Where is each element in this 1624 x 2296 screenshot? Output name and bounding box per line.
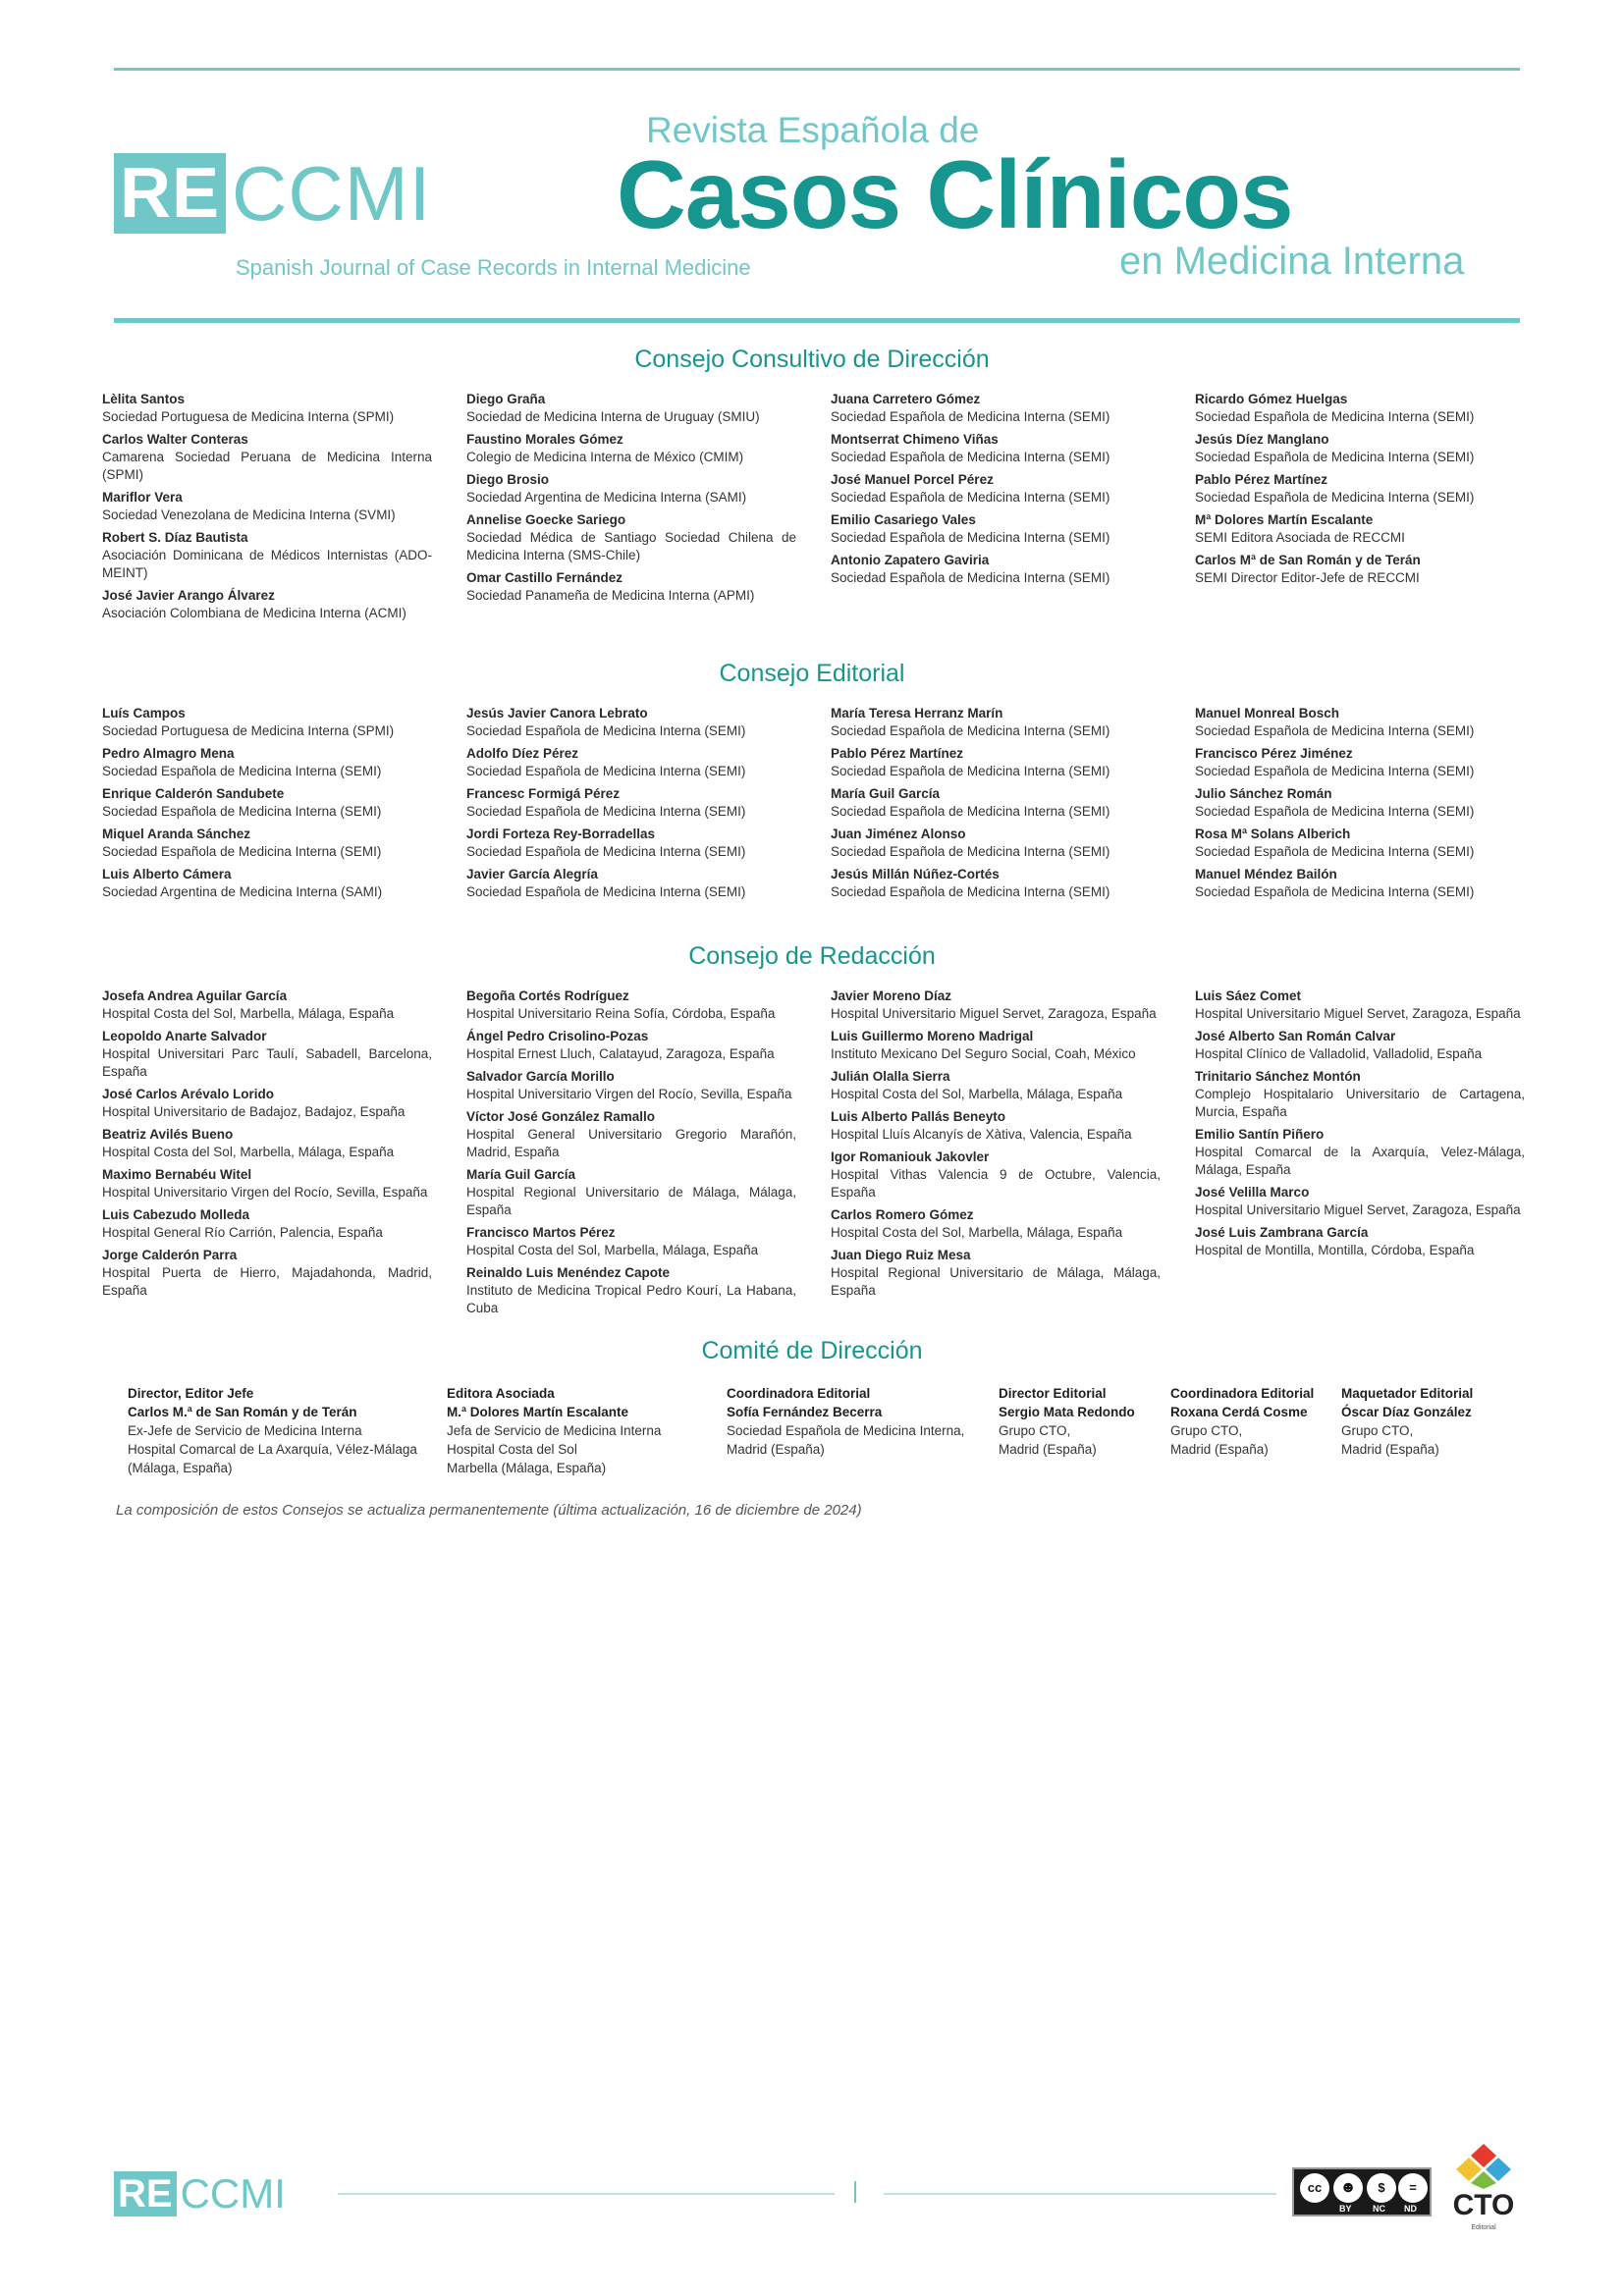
redaccion-column [102,988,432,1305]
member-affiliation: Hospital Universitari Parc Taulí, Sabadell, Barcelona, España [102,1046,432,1079]
member-name: Mariflor Vera [102,490,183,505]
comite-name: Sergio Mata Redondo [999,1405,1135,1419]
member-entry [466,1224,796,1259]
member-name: Carlos Romero Gómez [831,1207,974,1222]
member-affiliation: Sociedad Española de Medicina Interna (SEMI) [1195,764,1475,778]
member-affiliation: Sociedad Española de Medicina Interna (SEMI) [831,764,1110,778]
consultivo-column [831,391,1161,592]
member-name: Luis Cabezudo Molleda [102,1207,250,1222]
member-affiliation: Sociedad Española de Medicina Interna (SEMI) [466,804,746,819]
member-name: José Luis Zambrana García [1195,1225,1369,1240]
member-name: Manuel Méndez Bailón [1195,867,1337,881]
member-name: Luis Alberto Cámera [102,867,232,881]
member-affiliation: Hospital Costa del Sol, Marbella, Málaga, España [831,1225,1123,1240]
member-entry [466,391,796,426]
member-entry [466,1028,796,1063]
member-name: Annelise Goecke Sariego [466,512,626,527]
cto-logo [1447,2140,1520,2238]
member-name: Mª Dolores Martín Escalante [1195,512,1374,527]
member-affiliation: Sociedad Española de Medicina Interna (SEMI) [466,723,746,738]
member-name: María Guil García [831,786,941,801]
member-affiliation: Sociedad Española de Medicina Interna (SEMI) [831,409,1110,424]
member-affiliation: SEMI Editora Asociada de RECCMI [1195,530,1405,545]
member-name: Javier García Alegría [466,867,598,881]
member-entry [831,988,1161,1023]
member-entry [466,1264,796,1317]
member-affiliation: Sociedad Panameña de Medicina Interna (APMI) [466,588,755,603]
member-affiliation: Sociedad Española de Medicina Interna (SEMI) [102,844,382,859]
member-entry [1195,1224,1525,1259]
member-entry [1195,866,1525,901]
member-affiliation: Hospital Universitario Virgen del Rocío, Sevilla, España [466,1087,792,1101]
comite-detail: Hospital Costa del Sol [447,1442,577,1457]
comite-detail: Marbella (Málaga, España) [447,1461,607,1475]
member-entry [831,391,1161,426]
top-rule [114,68,1520,71]
logo-re: RE [114,153,226,234]
member-affiliation: Sociedad Española de Medicina Interna (SEMI) [831,530,1110,545]
member-entry [466,1108,796,1161]
member-affiliation: Sociedad Española de Medicina Interna (SEMI) [831,884,1110,899]
member-affiliation: Hospital Ernest Lluch, Calatayud, Zaragoza, España [466,1046,775,1061]
member-affiliation: Asociación Colombiana de Medicina Interna (ACMI) [102,606,406,620]
member-affiliation: Sociedad Española de Medicina Interna (SEMI) [831,804,1110,819]
member-name: Begoña Cortés Rodríguez [466,988,629,1003]
member-entry [1195,1028,1525,1063]
member-affiliation: Sociedad Médica de Santiago Sociedad Chilena de Medicina Interna (SMS-Chile) [466,530,796,562]
member-entry [831,1247,1161,1300]
comite-detail: Hospital Comarcal de La Axarquía, Vélez-Málaga [128,1442,417,1457]
journal-title: Casos Clínicos [617,140,1293,248]
member-affiliation: Sociedad Española de Medicina Interna (SEMI) [1195,884,1475,899]
member-affiliation: SEMI Director Editor-Jefe de RECCMI [1195,570,1420,585]
journal-title-suffix: en Medicina Interna [1119,240,1465,283]
member-name: Pedro Almagro Mena [102,746,235,761]
member-affiliation: Camarena Sociedad Peruana de Medicina Interna (SPMI) [102,450,432,482]
member-entry [102,1126,432,1161]
member-name: María Guil García [466,1167,576,1182]
member-entry [1195,1068,1525,1121]
member-entry [102,1206,432,1242]
member-entry [831,866,1161,901]
member-name: Ángel Pedro Crisolino-Pozas [466,1029,649,1043]
member-name: Víctor José González Ramallo [466,1109,656,1124]
member-name: Carlos Walter Conteras [102,432,248,447]
logo-ccmi: CCMI [232,150,432,237]
member-entry [102,785,432,821]
member-affiliation: Sociedad Española de Medicina Interna (SEMI) [466,844,746,859]
license-by: BY [1339,2204,1352,2214]
member-entry [831,1206,1161,1242]
consultivo-column [1195,391,1525,592]
editorial-column [1195,705,1525,906]
member-affiliation: Sociedad Española de Medicina Interna (SEMI) [831,723,1110,738]
member-name: Antonio Zapatero Gaviria [831,553,990,567]
member-name: Juana Carretero Gómez [831,392,981,406]
comite-member [999,1384,1165,1459]
member-entry [1195,705,1525,740]
member-entry [831,1068,1161,1103]
member-name: Francesc Formigá Pérez [466,786,621,801]
member-entry [102,705,432,740]
member-affiliation: Sociedad Portuguesa de Medicina Interna (SPMI) [102,723,395,738]
member-entry [466,1068,796,1103]
member-name: José Carlos Arévalo Lorido [102,1087,275,1101]
journal-title-prefix: Revista Española de [646,110,980,150]
comite-role: Coordinadora Editorial [1170,1386,1315,1401]
member-name: José Javier Arango Álvarez [102,588,275,603]
member-entry [1195,826,1525,861]
member-affiliation: Sociedad Portuguesa de Medicina Interna (SPMI) [102,409,395,424]
member-entry [466,866,796,901]
member-name: Emilio Casariego Vales [831,512,976,527]
member-name: Reinaldo Luis Menéndez Capote [466,1265,671,1280]
comite-member [447,1384,712,1477]
license-nd: ND [1404,2204,1417,2214]
comite-detail: Grupo CTO, [999,1423,1071,1438]
section-title-comite: Comité de Dirección [701,1337,923,1364]
member-name: José Manuel Porcel Pérez [831,472,994,487]
member-entry [831,1108,1161,1144]
member-name: Jordi Forteza Rey-Borradellas [466,827,656,841]
member-name: Trinitario Sánchez Montón [1195,1069,1361,1084]
member-affiliation: Hospital Universitario Miguel Servet, Zaragoza, España [1195,1006,1521,1021]
member-entry [1195,391,1525,426]
redaccion-column [1195,988,1525,1264]
member-name: Francisco Martos Pérez [466,1225,616,1240]
member-entry [831,511,1161,547]
comite-detail: Ex-Jefe de Servicio de Medicina Interna [128,1423,362,1438]
member-entry [102,489,432,524]
member-name: Igor Romaniouk Jakovler [831,1149,990,1164]
member-name: Carlos Mª de San Román y de Terán [1195,553,1421,567]
member-affiliation: Sociedad Española de Medicina Interna (SEMI) [831,844,1110,859]
member-affiliation: Sociedad Española de Medicina Interna (SEMI) [1195,804,1475,819]
comite-role: Editora Asociada [447,1386,555,1401]
member-name: Josefa Andrea Aguilar García [102,988,288,1003]
member-affiliation: Sociedad Española de Medicina Interna (SEMI) [1195,409,1475,424]
section-title-editorial: Consejo Editorial [719,660,905,687]
comite-detail: Madrid (España) [999,1442,1097,1457]
editorial-column [831,705,1161,906]
member-affiliation: Sociedad Española de Medicina Interna (SEMI) [1195,490,1475,505]
member-affiliation: Hospital de Montilla, Montilla, Córdoba, España [1195,1243,1475,1257]
member-affiliation: Sociedad Española de Medicina Interna (SEMI) [102,804,382,819]
comite-name: Óscar Díaz González [1341,1405,1472,1419]
member-name: Omar Castillo Fernández [466,570,623,585]
member-name: Faustino Morales Gómez [466,432,623,447]
footer-divider [854,2181,856,2203]
member-entry [466,988,796,1023]
member-affiliation: Instituto de Medicina Tropical Pedro Kourí, La Habana, Cuba [466,1283,796,1315]
redaccion-column [831,988,1161,1305]
member-name: Leopoldo Anarte Salvador [102,1029,267,1043]
member-entry [466,569,796,605]
member-name: Montserrat Chimeno Viñas [831,432,999,447]
comite-detail: Madrid (España) [727,1442,825,1457]
member-affiliation: Colegio de Medicina Interna de México (CMIM) [466,450,744,464]
member-name: Robert S. Díaz Bautista [102,530,248,545]
license-nc: NC [1373,2204,1385,2214]
member-entry [102,1247,432,1300]
member-name: Jesús Millán Núñez-Cortés [831,867,1000,881]
journal-subtitle-english: Spanish Journal of Case Records in Internal Medicine [236,255,751,280]
member-name: Juan Jiménez Alonso [831,827,966,841]
comite-member [128,1384,437,1477]
member-entry [102,431,432,484]
member-entry [102,529,432,582]
comite-name: Carlos M.ª de San Román y de Terán [128,1405,357,1419]
member-entry [466,1166,796,1219]
member-affiliation: Hospital Costa del Sol, Marbella, Málaga, España [831,1087,1123,1101]
member-name: Luís Campos [102,706,186,721]
footer-rule-right [884,2193,1276,2195]
member-name: Manuel Monreal Bosch [1195,706,1340,721]
creative-commons-license-badge[interactable] [1292,2167,1432,2216]
member-affiliation: Hospital Universitario Reina Sofía, Córdoba, España [466,1006,776,1021]
member-name: María Teresa Herranz Marín [831,706,1003,721]
member-name: Julián Olalla Sierra [831,1069,950,1084]
comite-member [1170,1384,1337,1459]
member-affiliation: Complejo Hospitalario Universitario de Cartagena, Murcia, España [1195,1087,1525,1119]
member-name: Salvador García Morillo [466,1069,615,1084]
member-name: Enrique Calderón Sandubete [102,786,285,801]
member-affiliation: Asociación Dominicana de Médicos Internistas (ADO-MEINT) [102,548,432,580]
comite-detail: Grupo CTO, [1341,1423,1414,1438]
member-affiliation: Hospital Costa del Sol, Marbella, Málaga, España [102,1145,395,1159]
member-name: José Velilla Marco [1195,1185,1310,1200]
comite-detail: Sociedad Española de Medicina Interna, [727,1423,965,1438]
comite-name: Roxana Cerdá Cosme [1170,1405,1308,1419]
member-entry [102,866,432,901]
consultivo-column [466,391,796,610]
member-affiliation: Hospital Regional Universitario de Málaga, Málaga, España [831,1265,1161,1298]
member-name: Rosa Mª Solans Alberich [1195,827,1351,841]
comite-member [727,1384,984,1459]
member-affiliation: Sociedad Argentina de Medicina Interna (SAMI) [466,490,747,505]
redaccion-column [466,988,796,1322]
member-entry [831,705,1161,740]
member-affiliation: Hospital Lluís Alcanyís de Xàtiva, Valencia, España [831,1127,1132,1142]
member-name: Pablo Pérez Martínez [831,746,964,761]
member-affiliation: Hospital Universitario Virgen del Rocío, Sevilla, España [102,1185,428,1200]
member-name: Ricardo Gómez Huelgas [1195,392,1348,406]
member-entry [466,431,796,466]
member-affiliation: Sociedad Española de Medicina Interna (SEMI) [466,764,746,778]
member-affiliation: Sociedad de Medicina Interna de Uruguay (SMIU) [466,409,760,424]
consultivo-column [102,391,432,627]
member-entry [831,1028,1161,1063]
member-entry [1195,552,1525,587]
member-affiliation: Hospital Universitario de Badajoz, Badajoz, España [102,1104,406,1119]
nc-dollar-icon: $ [1367,2173,1396,2203]
member-name: Luis Guillermo Moreno Madrigal [831,1029,1034,1043]
header-rule [114,318,1520,323]
member-name: Adolfo Díez Pérez [466,746,579,761]
member-affiliation: Instituto Mexicano Del Seguro Social, Coah, México [831,1046,1136,1061]
member-entry [102,587,432,622]
cc-icon: cc [1300,2173,1329,2203]
member-name: Javier Moreno Díaz [831,988,952,1003]
footer-logo-re: RE [114,2171,177,2216]
member-entry [831,431,1161,466]
member-name: Julio Sánchez Román [1195,786,1332,801]
member-affiliation: Hospital General Universitario Gregorio Marañón, Madrid, España [466,1127,796,1159]
cto-mark-icon [1447,2140,1520,2189]
member-affiliation: Hospital Regional Universitario de Málaga, Málaga, España [466,1185,796,1217]
member-entry [466,745,796,780]
member-name: Lèlita Santos [102,392,186,406]
member-entry [831,745,1161,780]
member-affiliation: Hospital Comarcal de la Axarquía, Velez-Málaga, Málaga, España [1195,1145,1525,1177]
member-name: Juan Diego Ruiz Mesa [831,1248,971,1262]
member-name: Jorge Calderón Parra [102,1248,238,1262]
nd-equals-icon: = [1398,2173,1428,2203]
member-affiliation: Sociedad Argentina de Medicina Interna (SAMI) [102,884,383,899]
member-name: Emilio Santín Piñero [1195,1127,1325,1142]
member-affiliation: Hospital Puerta de Hierro, Majadahonda, Madrid, España [102,1265,432,1298]
member-entry [831,1148,1161,1201]
footer-rule-left [338,2193,835,2195]
member-affiliation: Hospital Universitario Miguel Servet, Zaragoza, España [831,1006,1157,1021]
update-footnote: La composición de estos Consejos se actualiza permanentemente (última actualización, 16 de diciembre de 2024) [116,1502,862,1519]
member-affiliation: Hospital Costa del Sol, Marbella, Málaga, España [102,1006,395,1021]
comite-role: Coordinadora Editorial [727,1386,871,1401]
member-affiliation: Sociedad Venezolana de Medicina Interna (SVMI) [102,507,396,522]
comite-role: Director Editorial [999,1386,1107,1401]
member-name: Diego Brosio [466,472,550,487]
reccmi-logo [114,150,432,237]
comite-role: Maquetador Editorial [1341,1386,1474,1401]
member-entry [466,511,796,564]
member-entry [831,471,1161,507]
footer-reccmi-logo [114,2171,286,2216]
member-entry [102,988,432,1023]
member-name: Beatriz Avilés Bueno [102,1127,234,1142]
member-entry [1195,511,1525,547]
member-affiliation: Hospital Clínico de Valladolid, Valladolid, España [1195,1046,1483,1061]
member-entry [102,391,432,426]
member-affiliation: Sociedad Española de Medicina Interna (SEMI) [102,764,382,778]
member-entry [831,785,1161,821]
member-entry [1195,988,1525,1023]
editorial-column [102,705,432,906]
member-entry [1195,785,1525,821]
by-person-icon: ☻ [1333,2173,1363,2203]
member-name: Maximo Bernabéu Witel [102,1167,252,1182]
member-name: Jesús Díez Manglano [1195,432,1329,447]
section-title-consultivo: Consejo Consultivo de Dirección [634,346,990,373]
cto-editorial-label: Editorial [1471,2224,1496,2231]
member-entry [466,705,796,740]
member-entry [1195,1184,1525,1219]
member-entry [1195,471,1525,507]
member-name: José Alberto San Román Calvar [1195,1029,1396,1043]
member-name: Luis Sáez Comet [1195,988,1302,1003]
member-entry [466,785,796,821]
member-name: Jesús Javier Canora Lebrato [466,706,648,721]
comite-detail: Grupo CTO, [1170,1423,1243,1438]
member-name: Francisco Pérez Jiménez [1195,746,1353,761]
member-affiliation: Hospital Universitario Miguel Servet, Zaragoza, España [1195,1202,1521,1217]
comite-detail: Madrid (España) [1341,1442,1439,1457]
member-name: Luis Alberto Pallás Beneyto [831,1109,1006,1124]
comite-role: Director, Editor Jefe [128,1386,254,1401]
member-affiliation: Sociedad Española de Medicina Interna (SEMI) [1195,450,1475,464]
member-affiliation: Sociedad Española de Medicina Interna (SEMI) [831,490,1110,505]
member-affiliation: Hospital Vithas Valencia 9 de Octubre, Valencia, España [831,1167,1161,1200]
editorial-column [466,705,796,906]
member-name: Diego Graña [466,392,546,406]
member-affiliation: Sociedad Española de Medicina Interna (SEMI) [1195,844,1475,859]
member-affiliation: Sociedad Española de Medicina Interna (SEMI) [831,570,1110,585]
footer-logo-ccmi: CCMI [180,2170,286,2216]
member-entry [831,826,1161,861]
member-affiliation: Sociedad Española de Medicina Interna (SEMI) [466,884,746,899]
member-entry [1195,1126,1525,1179]
comite-detail: Madrid (España) [1170,1442,1269,1457]
member-affiliation: Hospital General Río Carrión, Palencia, España [102,1225,383,1240]
comite-detail: (Málaga, España) [128,1461,233,1475]
member-entry [1195,745,1525,780]
member-name: Pablo Pérez Martínez [1195,472,1328,487]
comite-name: Sofía Fernández Becerra [727,1405,883,1419]
member-entry [102,826,432,861]
member-entry [102,745,432,780]
cto-wordmark: CTO [1452,2189,1515,2221]
member-entry [831,552,1161,587]
comite-member [1341,1384,1518,1459]
member-entry [1195,431,1525,466]
member-entry [466,471,796,507]
section-title-redaccion: Consejo de Redacción [688,942,936,970]
member-entry [466,826,796,861]
comite-detail: Jefa de Servicio de Medicina Interna [447,1423,662,1438]
member-affiliation: Sociedad Española de Medicina Interna (SEMI) [1195,723,1475,738]
comite-name: M.ª Dolores Martín Escalante [447,1405,629,1419]
member-entry [102,1028,432,1081]
member-entry [102,1086,432,1121]
member-affiliation: Hospital Costa del Sol, Marbella, Málaga, España [466,1243,759,1257]
member-entry [102,1166,432,1201]
member-affiliation: Sociedad Española de Medicina Interna (SEMI) [831,450,1110,464]
member-name: Miquel Aranda Sánchez [102,827,251,841]
